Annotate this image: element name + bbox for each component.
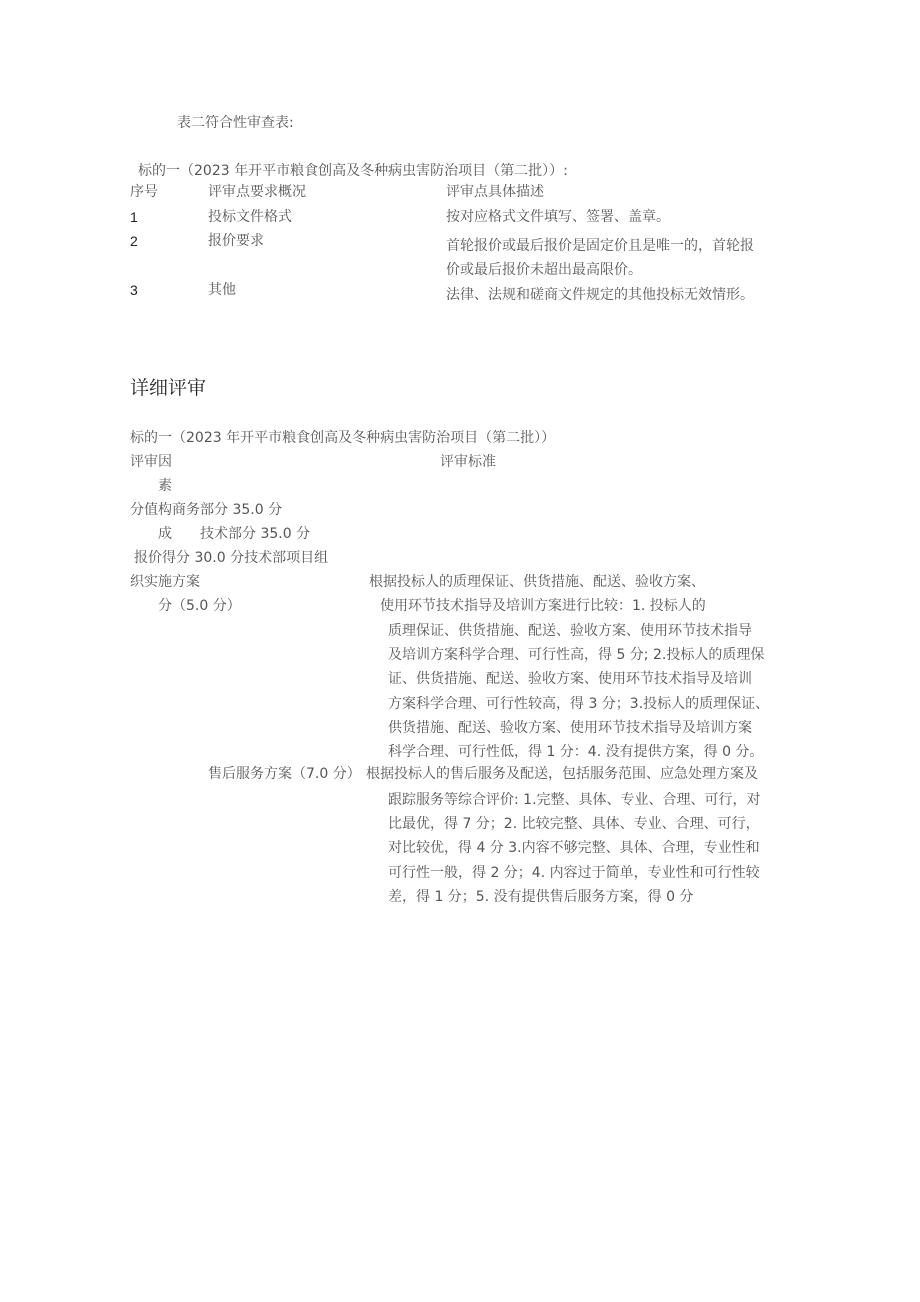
- score-composition-line2: 成 技术部分 35.0 分: [158, 526, 311, 542]
- table2-row-desc: 法律、法规和磋商文件规定的其他投标无效情形。: [446, 287, 754, 303]
- table2-row-no: 3: [130, 282, 138, 298]
- table2-row-item: 投标文件格式: [208, 209, 292, 225]
- item1-criteria-line: 及培训方案科学合理、可行性高，得 5 分; 2.投标人的质理保: [388, 647, 765, 664]
- item2-criteria-line: 跟踪服务等综合评价: 1.完整、具体、专业、合理、可行，对: [388, 792, 761, 808]
- table2-row-desc: 价或最后报价未超出最高限价。: [446, 262, 642, 278]
- item2-criteria-line: 比最优，得 7 分；2. 比较完整、具体、专业、合理、可行，: [388, 816, 760, 833]
- table2-lot-title: 标的一（2023 年开平市粮食创高及冬种病虫害防治项目（第二批））:: [138, 163, 568, 179]
- score-composition-line1: 分值构商务部分 35.0 分: [130, 502, 283, 518]
- item2-criteria-paragraph: [388, 788, 761, 909]
- detailed-review-lot-title: 标的一（2023 年开平市粮食创高及冬种病虫害防治项目（第二批））: [130, 430, 556, 446]
- header-factor-line1: 评审因: [130, 454, 172, 470]
- item1-criteria-line: 供货措施、配送、验收方案、使用环节技术指导及培训方案: [388, 719, 752, 736]
- item1-criteria-paragraph: [388, 619, 769, 764]
- item2-name: 售后服务方案（7.0 分）: [208, 766, 361, 782]
- score-composition-line3: 报价得分 30.0 分技术部项目组: [134, 550, 329, 566]
- table2-row-no: 1: [130, 209, 138, 225]
- table2-header-desc: 评审点具体描述: [446, 184, 544, 200]
- header-standard: 评审标准: [440, 454, 496, 470]
- table2-row-desc: 首轮报价或最后报价是固定价且是唯一的，首轮报: [446, 238, 754, 254]
- item1-criteria-line: 质理保证、供货措施、配送、验收方案、使用环节技术指导: [388, 623, 752, 639]
- table2-row-desc: 按对应格式文件填写、签署、盖章。: [446, 209, 670, 225]
- item1-criteria-line: 科学合理、可行性低，得 1 分：4. 没有提供方案，得 0 分。: [388, 744, 764, 761]
- item1-criteria-line: 根据投标人的质理保证、供货措施、配送、验收方案、: [369, 574, 705, 590]
- item2-criteria-line: 差，得 1 分；5. 没有提供售后服务方案，得 0 分: [388, 888, 694, 905]
- table2-caption: 表二符合性审查表:: [177, 115, 294, 131]
- item2-criteria-line: 根据投标人的售后服务及配送，包括服务范围、应急处理方案及: [366, 766, 758, 782]
- item1-criteria-line: 方案科学合理、可行性较高，得 3 分；3.投标人的质理保证、: [388, 695, 770, 712]
- table2-header-item: 评审点要求概况: [208, 184, 306, 200]
- item2-criteria-line: 对比较优，得 4 分 3.内容不够完整、具体、合理，专业性和: [388, 840, 760, 857]
- detailed-review-heading: 详细评审: [130, 377, 207, 399]
- item1-criteria-line: 证、供货措施、配送、验收方案、使用环节技术指导及培训: [388, 671, 752, 688]
- header-factor-line2: 素: [158, 478, 172, 494]
- item2-criteria-line: 可行性一般，得 2 分；4. 内容过于简单，专业性和可行性较: [388, 864, 760, 881]
- table2-row-item: 其他: [208, 282, 236, 298]
- table2-header-no: 序号: [130, 184, 158, 200]
- table2-row-item: 报价要求: [208, 233, 264, 249]
- item1-criteria-line: 使用环节技术指导及培训方案进行比较：1. 投标人的: [380, 598, 706, 614]
- table2-row-no: 2: [130, 233, 138, 249]
- item1-name-line1: 织实施方案: [130, 574, 200, 590]
- item1-name-line2: 分（5.0 分）: [158, 598, 241, 614]
